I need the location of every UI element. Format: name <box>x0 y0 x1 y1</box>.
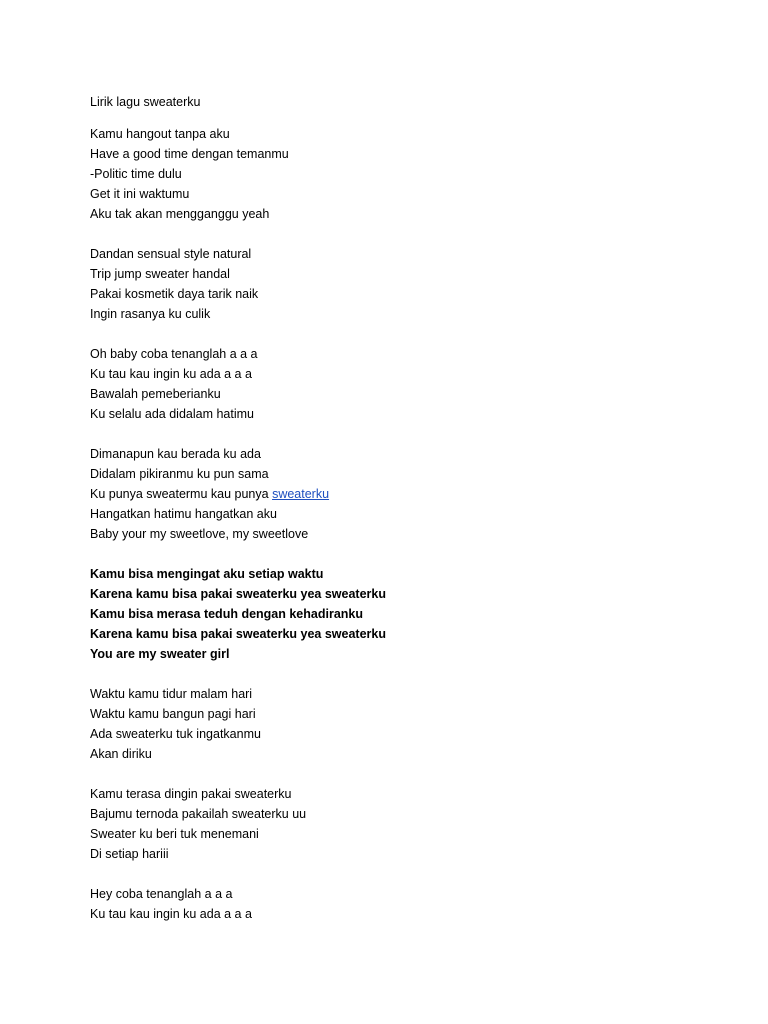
lyric-text: Dandan sensual style natural <box>90 247 252 261</box>
lyric-text: Didalam pikiranmu ku pun sama <box>90 467 269 481</box>
lyric-line <box>90 204 289 224</box>
lyric-line <box>90 484 329 504</box>
lyric-line <box>90 844 306 864</box>
lyric-text: Have a good time dengan temanmu <box>90 147 289 161</box>
lyric-line <box>90 704 261 724</box>
lyric-text: Karena kamu bisa pakai sweaterku yea sweaterku <box>90 587 386 601</box>
lyric-text: Ada sweaterku tuk ingatkanmu <box>90 727 261 741</box>
lyric-text: Hangatkan hatimu hangatkan aku <box>90 507 277 521</box>
lyric-text: Kamu bisa mengingat aku setiap waktu <box>90 567 324 581</box>
lyric-line <box>90 304 258 324</box>
lyric-line <box>90 624 386 644</box>
lyric-line <box>90 144 289 164</box>
lyric-text: Get it ini waktumu <box>90 187 190 201</box>
lyric-text: Karena kamu bisa pakai sweaterku yea sweaterku <box>90 627 386 641</box>
lyric-text: Ku punya sweatermu kau punya <box>90 487 273 501</box>
lyrics-stanza <box>90 684 261 764</box>
lyric-text: Waktu kamu tidur malam hari <box>90 687 253 701</box>
lyrics-stanza <box>90 244 258 324</box>
lyric-line <box>90 684 261 704</box>
lyric-line <box>90 604 386 624</box>
lyric-line <box>90 344 258 364</box>
lyric-text: -Politic time dulu <box>90 167 182 181</box>
lyric-line <box>90 804 306 824</box>
lyrics-stanza <box>90 564 386 664</box>
lyric-line <box>90 744 261 764</box>
lyric-line <box>90 244 258 264</box>
lyric-line <box>90 444 329 464</box>
lyric-text: Waktu kamu bangun pagi hari <box>90 707 256 721</box>
lyric-text: Akan diriku <box>90 747 152 761</box>
lyric-text: Pakai kosmetik daya tarik naik <box>90 287 259 301</box>
lyric-line <box>90 284 258 304</box>
lyric-text: Hey coba tenanglah a a a <box>90 887 233 901</box>
lyric-line <box>90 124 289 144</box>
lyric-line <box>90 504 329 524</box>
lyric-text: You are my sweater girl <box>90 647 230 661</box>
lyric-text: Kamu bisa merasa teduh dengan kehadiranku <box>90 607 363 621</box>
sweaterku-link[interactable]: sweaterku <box>272 487 330 501</box>
lyric-text: Bawalah pemeberianku <box>90 387 221 401</box>
lyric-line <box>90 464 329 484</box>
lyric-text: Kamu terasa dingin pakai sweaterku <box>90 787 292 801</box>
lyric-text: Aku tak akan mengganggu yeah <box>90 207 270 221</box>
lyric-line <box>90 564 386 584</box>
lyrics-stanza <box>90 344 258 424</box>
lyric-line <box>90 644 386 664</box>
lyric-text: Ingin rasanya ku culik <box>90 307 211 321</box>
lyric-text: Di setiap hariii <box>90 847 169 861</box>
lyric-line <box>90 164 289 184</box>
lyric-line <box>90 264 258 284</box>
lyric-text: Sweater ku beri tuk menemani <box>90 827 259 841</box>
lyrics-stanza <box>90 124 289 224</box>
lyric-line <box>90 784 306 804</box>
lyrics-stanza <box>90 444 329 544</box>
lyric-text: Kamu hangout tanpa aku <box>90 127 230 141</box>
lyric-text: Dimanapun kau berada ku ada <box>90 447 261 461</box>
lyric-text: Trip jump sweater handal <box>90 267 230 281</box>
lyric-text: Ku tau kau ingin ku ada a a a <box>90 367 252 381</box>
lyric-line <box>90 384 258 404</box>
lyric-text: Ku tau kau ingin ku ada a a a <box>90 907 252 921</box>
lyric-line <box>90 364 258 384</box>
lyric-text: Baby your my sweetlove, my sweetlove <box>90 527 309 541</box>
lyric-line <box>90 524 329 544</box>
lyric-line <box>90 724 261 744</box>
lyric-text: Ku selalu ada didalam hatimu <box>90 407 254 421</box>
lyric-line <box>90 904 252 924</box>
lyric-line <box>90 884 252 904</box>
lyric-line <box>90 824 306 844</box>
lyrics-stanza <box>90 884 252 924</box>
lyric-text: Oh baby coba tenanglah a a a <box>90 347 258 361</box>
lyric-text: Bajumu ternoda pakailah sweaterku uu <box>90 807 307 821</box>
lyrics-stanza <box>90 784 306 864</box>
lyric-line <box>90 584 386 604</box>
document-title: Lirik lagu sweaterku <box>90 95 201 109</box>
lyric-line <box>90 184 289 204</box>
lyric-line <box>90 404 258 424</box>
